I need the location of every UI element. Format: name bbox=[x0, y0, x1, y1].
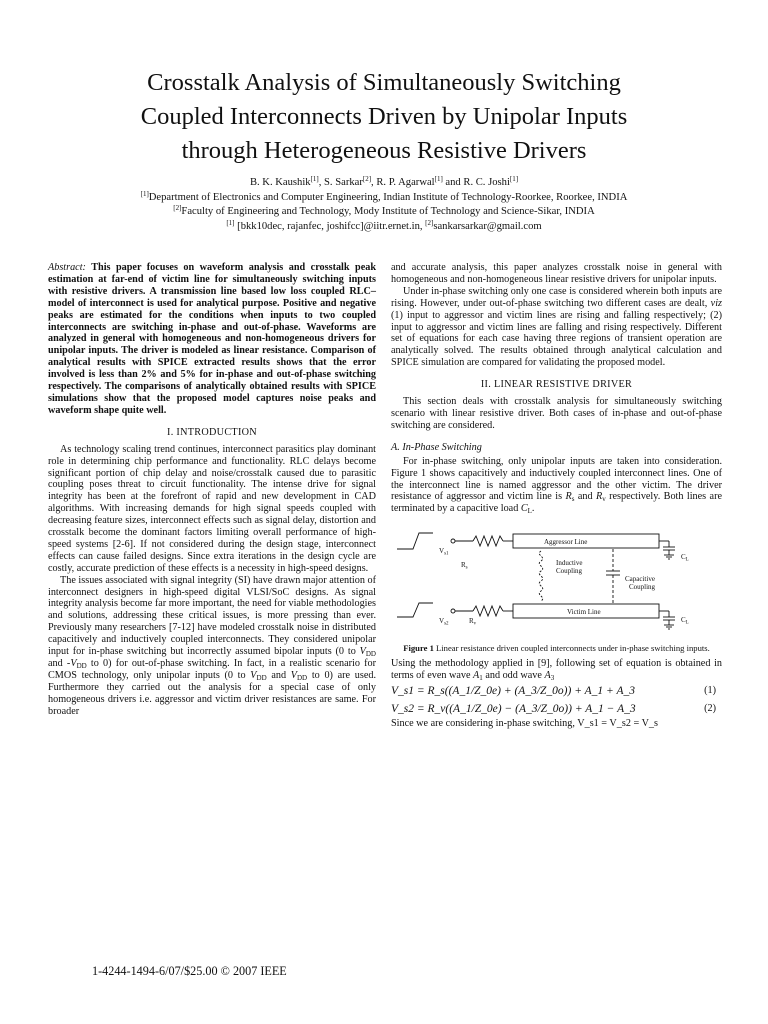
equation-2-number: (2) bbox=[704, 702, 716, 714]
right-paragraph-1: and accurate analysis, this paper analyzes crosstalk noise in general with homogeneous and non-homogeneous linear resistive drivers for unipolar inputs. bbox=[391, 262, 722, 285]
title-line-2: Coupled Interconnects Driven by Unipolar Inputs bbox=[140, 103, 628, 130]
equation-1 bbox=[391, 682, 722, 700]
author-name: B. K. Kaushik bbox=[249, 177, 311, 188]
author-emails: [1] [bkk10dec, rajanfec, joshifcc]@iitr.ernet.in, [2]sankarsarkar@gmail.com bbox=[226, 218, 542, 232]
circuit-diagram bbox=[391, 521, 722, 639]
figure-1-caption: Figure 1 Linear resistance driven coupled interconnects under in-phase switching inputs. bbox=[403, 643, 710, 654]
aggressor-resistor bbox=[473, 536, 503, 546]
author-name: , R. P. Agarwal bbox=[371, 177, 435, 188]
aggressor-source-node bbox=[451, 539, 455, 543]
subsection-paragraph: For in-phase switching, only unipolar inputs are taken into consideration. Figure 1 shows capacitively and inductively coupled interconnect lines. One of the interconnect line is named aggressor and the other victim. The driver resistance of aggressor and victim line is $R_s$ and $R_v$ respectively. Both lines are terminated by a capacitive load $C_L$. bbox=[391, 455, 722, 516]
section-heading-linear-resistive-driver: II. LINEAR RESISTIVE DRIVER bbox=[480, 379, 633, 391]
title-line-3: through Heterogeneous Resistive Drivers bbox=[181, 137, 587, 164]
equation-1-number: (1) bbox=[704, 684, 716, 696]
rv-label: $R_v$ bbox=[469, 617, 477, 627]
section-heading-introduction: I. INTRODUCTION bbox=[167, 426, 257, 438]
section2-paragraph: This section deals with crosstalk analysis for simultaneously switching scenario with linear resistive driver. Both cases of in-phase and out-of-phase switching are considered. bbox=[391, 396, 722, 431]
capacitive-label: Capacitive bbox=[625, 575, 655, 584]
abstract bbox=[48, 262, 376, 417]
equation-2-body: V_s2 = R_v((A_1/Z_0e) − (A_3/Z_0o)) + A_1 − A_3 bbox=[391, 702, 636, 715]
author-name: and R. C. Joshi bbox=[442, 177, 510, 188]
inductive-label: Inductive bbox=[556, 559, 583, 568]
inductive-coupling-coil bbox=[539, 551, 542, 601]
right-column bbox=[391, 262, 722, 730]
title-line-1: Crosstalk Analysis of Simultaneously Switching bbox=[147, 69, 621, 96]
aggressor-line-label: Aggressor Line bbox=[544, 538, 588, 547]
author-name: , S. Sarkar bbox=[318, 177, 363, 188]
affiliation-1: [1]Department of Electronics and Computer Engineering, Indian Institute of Technology-Roorkee, Roorkee, INDIA bbox=[140, 189, 628, 203]
affiliation-2: [2]Faculty of Engineering and Technology, Mody Institute of Technology and Science-Sikar, INDIA bbox=[173, 204, 595, 218]
abstract-text: This paper focuses on waveform analysis and crosstalk peak estimation at far-end of victim line for simultaneously switching inputs with resistive drivers. A transmission line based low loss coupled RLC–model of interconnect is used for analytical purpose. Positive and negative peaks are estimated for the conditions when inputs to two coupled interconnects are switching in-phase and out-of-phase. Waveforms are analyzed in general with homogeneous and non-homogeneous drivers for unipolar inputs. The driver is modeled as linear resistance. Comparison of analytical results with SPICE extracted results shows that the error involved is less than 2% and 5% for in-phase and out-of-phase switching respectively. The comparisons of analytically obtained results with SPICE simulations show that the proposed model captures noise peaks and waveform shape quite well. bbox=[48, 262, 376, 416]
victim-line-label: Victim Line bbox=[567, 608, 601, 617]
intro-paragraph-1: As technology scaling trend continues, interconnect parasitics play dominant role in determining chip performance and functionality. RLC delays become significant portion of chip delay and noise/crosstalk caused due to parasitic coupling poses threat to circuit functionality. The intense drive for signal integrity has been at the forefront of rapid and new development in CAD algorithms. With increasing demands for high signal speeds coupled with decreasing feature sizes, interconnect effects such as signal delay, distortion and crosstalk become the dominant factors limiting overall performance of high-speed systems [2-6]. If not considered during the design stage, interconnect effects can cause failed designs. Since extra iterations in the design cycle are costly, accurate prediction of these effects is a necessity in high-speed designs. bbox=[48, 443, 376, 574]
capacitive-coupling-label: Coupling bbox=[629, 583, 656, 592]
equation-1-body: V_s1 = R_s((A_1/Z_0e) + (A_3/Z_0o)) + A_1 + A_3 bbox=[391, 684, 635, 697]
cl-label-aggressor: $C_L$ bbox=[681, 553, 689, 563]
rs-label: $R_s$ bbox=[461, 561, 468, 571]
cl-label-victim: $C_L$ bbox=[681, 616, 689, 626]
aggressor-step-input bbox=[397, 533, 433, 549]
right-paragraph-2: Under in-phase switching only one case is considered wherein both inputs are rising. However, under out-of-phase switching two different cases are dealt, viz (1) input to aggressor and victim lines are rising and falling respectively; (2) input to aggressor and victim lines are falling and rising respectively. Different set of equations for each case having three regions of transient operation are analytically solved. The results obtained through analytical calculation and SPICE simulation are compared for validating the proposed model. bbox=[391, 285, 722, 369]
after-figure-paragraph: Using the methodology applied in [9], following set of equation is obtained in terms of even wave $A_1$ and odd wave $A_3$ bbox=[391, 658, 722, 683]
subsection-heading-in-phase: A. In-Phase Switching bbox=[391, 441, 482, 453]
author-block bbox=[40, 176, 728, 234]
left-column bbox=[48, 262, 376, 718]
closing-line: Since we are considering in-phase switching, V_s1 = V_s2 = V_s bbox=[391, 717, 658, 729]
victim-source-node bbox=[451, 609, 455, 613]
equation-2 bbox=[391, 700, 722, 718]
inductive-coupling-label: Coupling bbox=[556, 567, 583, 576]
abstract-label: Abstract: bbox=[48, 262, 86, 273]
victim-step-input bbox=[397, 603, 433, 617]
intro-paragraph-2: The issues associated with signal integrity (SI) have drawn major attention of interconnect designers in high-speed digital VLSI/SoC designs. As signal integrity analysis become far more important, the need for viable methodologies and solutions, addressing these critical issues, is more pressing than ever. Previously many researchers [7-12] have modeled crosstalk noise in distributed capacitively and inductively coupled interconnects. They considered unipolar input for in-phase switching but incorrectly assumed bipolar inputs (0 to $V_{DD}$ and $-V_{DD}$ to 0) for out-of-phase switching. In fact, in a realistic scenario for CMOS technology, only unipolar inputs (0 to $V_{DD}$ and $V_{DD}$ to 0) are used. Furthermore they carried out the analysis for a special case of only homogeneous drivers i.e. aggressor and victim driver resistances are same. For broader bbox=[48, 574, 376, 717]
author-list: B. K. Kaushik[1], S. Sarkar[2], R. P. Agarwal[1] and R. C. Joshi[1] bbox=[249, 175, 519, 188]
vs2-label: $V_{s2}$ bbox=[439, 617, 449, 627]
victim-resistor bbox=[473, 606, 503, 616]
copyright-footer: 1-4244-1494-6/07/$25.00 © 2007 IEEE bbox=[92, 964, 287, 978]
vs1-label: $V_{s1}$ bbox=[439, 547, 449, 557]
paper-title bbox=[60, 66, 708, 168]
figure-1 bbox=[391, 521, 722, 643]
